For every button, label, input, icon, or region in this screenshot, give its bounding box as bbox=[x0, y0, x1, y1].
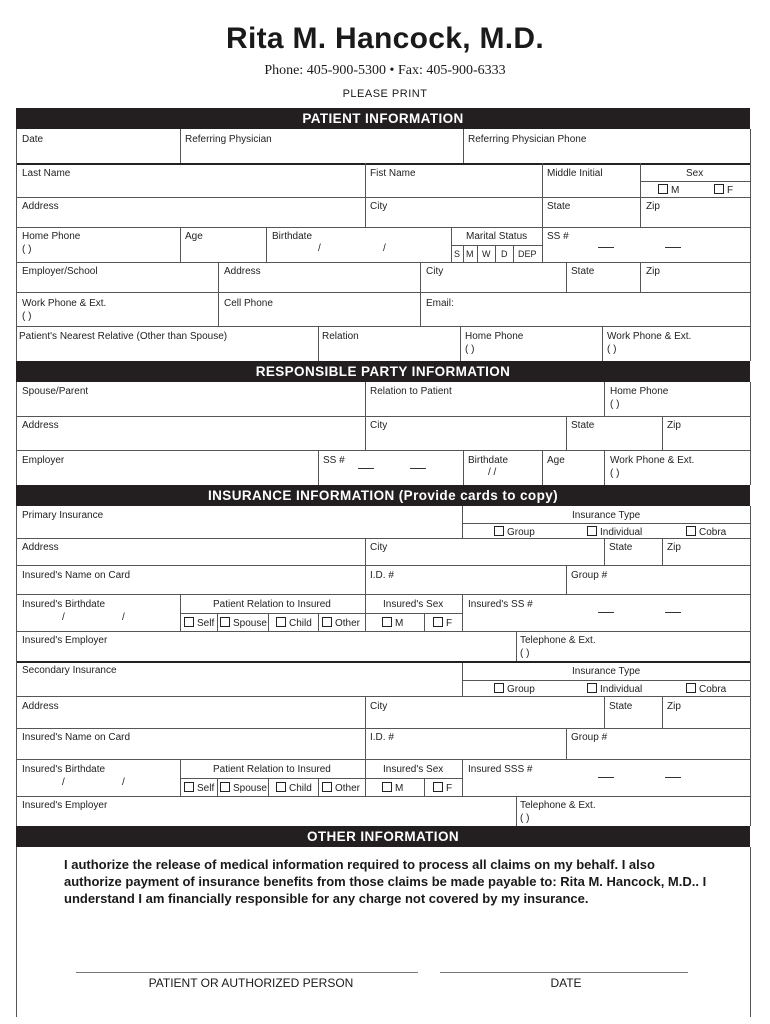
checkbox-icon bbox=[382, 617, 392, 627]
primary-insured-sex-f-checkbox[interactable]: F bbox=[433, 617, 452, 629]
responsible-birthdate-field[interactable]: Birthdate bbox=[468, 455, 509, 466]
sex-f-checkbox[interactable]: F bbox=[714, 184, 733, 196]
employer-zip-field[interactable]: Zip bbox=[646, 266, 660, 277]
employer-state-field[interactable]: State bbox=[571, 266, 595, 277]
secondary-patient-relation-label: Patient Relation to Insured bbox=[213, 764, 331, 775]
primary-insurance-field[interactable]: Primary Insurance bbox=[22, 510, 104, 521]
email-field[interactable]: Email: bbox=[426, 298, 454, 309]
checkbox-icon bbox=[382, 782, 392, 792]
state-field[interactable]: State bbox=[547, 201, 571, 212]
primary-id-field[interactable]: I.D. # bbox=[370, 570, 394, 581]
referring-physician-field[interactable]: Referring Physician bbox=[185, 134, 272, 145]
primary-relation-other-checkbox[interactable]: Other bbox=[322, 617, 360, 629]
date-signature-line[interactable] bbox=[440, 972, 688, 973]
responsible-work-phone-paren: ( ) bbox=[610, 468, 620, 479]
middle-initial-field[interactable]: Middle Initial bbox=[547, 168, 603, 179]
employer-address-field[interactable]: Address bbox=[224, 266, 261, 277]
secondary-type-cobra-checkbox[interactable]: Cobra bbox=[686, 683, 726, 695]
marital-status-label: Marital Status bbox=[466, 231, 528, 242]
secondary-group-number-field[interactable]: Group # bbox=[571, 732, 608, 743]
relative-home-phone-field[interactable]: Home Phone bbox=[465, 331, 524, 342]
relative-work-phone-field[interactable]: Work Phone & Ext. bbox=[607, 331, 692, 342]
primary-address-field[interactable]: Address bbox=[22, 542, 59, 553]
birthdate-slash: / bbox=[318, 243, 321, 254]
section-patient-information: PATIENT INFORMATION bbox=[16, 108, 750, 129]
primary-insured-ss-field[interactable]: Insured's SS # bbox=[468, 599, 533, 610]
checkbox-icon bbox=[686, 526, 696, 536]
relative-home-phone-paren: ( ) bbox=[465, 344, 475, 355]
ss-field[interactable]: SS # bbox=[547, 231, 569, 242]
secondary-relation-spouse-checkbox[interactable]: Spouse bbox=[220, 782, 267, 794]
secondary-name-on-card-field[interactable]: Insured's Name on Card bbox=[22, 732, 131, 743]
birthdate-slash: / bbox=[62, 612, 65, 623]
checkbox-icon bbox=[587, 683, 597, 693]
contact-phone-fax: Phone: 405-900-5300 • Fax: 405-900-6333 bbox=[264, 63, 506, 78]
responsible-zip-field[interactable]: Zip bbox=[667, 420, 681, 431]
responsible-work-phone-field[interactable]: Work Phone & Ext. bbox=[610, 455, 695, 466]
marital-d-option[interactable]: D bbox=[501, 249, 508, 259]
primary-telephone-field[interactable]: Telephone & Ext. bbox=[520, 635, 596, 646]
primary-patient-relation-label: Patient Relation to Insured bbox=[213, 599, 331, 610]
primary-name-on-card-field[interactable]: Insured's Name on Card bbox=[22, 570, 131, 581]
employer-city-field[interactable]: City bbox=[426, 266, 444, 277]
secondary-insured-sex-f-checkbox[interactable]: F bbox=[433, 782, 452, 794]
relative-work-phone-paren: ( ) bbox=[607, 344, 617, 355]
secondary-zip-field[interactable]: Zip bbox=[667, 701, 681, 712]
secondary-insured-ss-field[interactable]: Insured SSS # bbox=[468, 764, 533, 775]
primary-city-field[interactable]: City bbox=[370, 542, 388, 553]
checkbox-icon bbox=[276, 782, 286, 792]
sex-m-checkbox[interactable]: M bbox=[658, 184, 679, 196]
responsible-address-field[interactable]: Address bbox=[22, 420, 59, 431]
relation-to-patient-field[interactable]: Relation to Patient bbox=[370, 386, 452, 397]
date-signature-label: DATE bbox=[550, 976, 582, 990]
responsible-home-phone-paren: ( ) bbox=[610, 399, 620, 410]
checkbox-icon bbox=[433, 782, 443, 792]
secondary-address-field[interactable]: Address bbox=[22, 701, 59, 712]
spouse-parent-field[interactable]: Spouse/Parent bbox=[22, 386, 89, 397]
responsible-birthdate-slashes: / / bbox=[488, 467, 497, 478]
primary-type-cobra-checkbox[interactable]: Cobra bbox=[686, 526, 726, 538]
birthdate-slash: / bbox=[62, 777, 65, 788]
primary-zip-field[interactable]: Zip bbox=[667, 542, 681, 553]
city-field[interactable]: City bbox=[370, 201, 388, 212]
patient-signature-label: PATIENT OR AUTHORIZED PERSON bbox=[148, 976, 354, 990]
address-field[interactable]: Address bbox=[22, 201, 59, 212]
section-insurance-information: INSURANCE INFORMATION (Provide cards to copy) bbox=[16, 485, 750, 506]
checkbox-icon bbox=[433, 617, 443, 627]
responsible-age-field[interactable]: Age bbox=[547, 455, 565, 466]
marital-dep-option[interactable]: DEP bbox=[518, 249, 537, 259]
nearest-relative-field[interactable]: Patient's Nearest Relative (Other than Spouse) bbox=[19, 331, 228, 342]
primary-group-number-field[interactable]: Group # bbox=[571, 570, 608, 581]
primary-relation-self-checkbox[interactable]: Self bbox=[184, 617, 214, 629]
primary-state-field[interactable]: State bbox=[609, 542, 633, 553]
secondary-type-group-checkbox[interactable]: Group bbox=[494, 683, 535, 695]
secondary-insurance-field[interactable]: Secondary Insurance bbox=[22, 665, 117, 676]
primary-insured-employer-field[interactable]: Insured's Employer bbox=[22, 635, 108, 646]
secondary-type-individual-checkbox[interactable]: Individual bbox=[587, 683, 642, 695]
date-field[interactable]: Date bbox=[22, 134, 44, 145]
birthdate-slash: / bbox=[122, 612, 125, 623]
primary-type-individual-checkbox[interactable]: Individual bbox=[587, 526, 642, 538]
secondary-relation-self-checkbox[interactable]: Self bbox=[184, 782, 214, 794]
marital-w-option[interactable]: W bbox=[482, 249, 491, 259]
work-phone-field[interactable]: Work Phone & Ext. bbox=[22, 298, 107, 309]
checkbox-icon bbox=[220, 782, 230, 792]
checkbox-icon bbox=[322, 617, 332, 627]
checkbox-icon bbox=[494, 526, 504, 536]
marital-m-option[interactable]: M bbox=[466, 249, 474, 259]
checkbox-icon bbox=[184, 782, 194, 792]
responsible-home-phone-field[interactable]: Home Phone bbox=[610, 386, 669, 397]
please-print-note: PLEASE PRINT bbox=[342, 88, 428, 100]
section-other-information: OTHER INFORMATION bbox=[16, 826, 750, 847]
patient-signature-line[interactable] bbox=[76, 972, 418, 973]
doctor-name: Rita M. Hancock, M.D. bbox=[225, 22, 545, 55]
referring-physician-phone-field[interactable]: Referring Physician Phone bbox=[468, 134, 587, 145]
primary-insured-sex-label: Insured's Sex bbox=[383, 599, 444, 610]
checkbox-icon bbox=[686, 683, 696, 693]
checkbox-icon bbox=[276, 617, 286, 627]
secondary-insured-sex-m-checkbox[interactable]: M bbox=[382, 782, 403, 794]
secondary-state-field[interactable]: State bbox=[609, 701, 633, 712]
primary-type-group-checkbox[interactable]: Group bbox=[494, 526, 535, 538]
primary-telephone-paren: ( ) bbox=[520, 648, 530, 659]
checkbox-icon bbox=[494, 683, 504, 693]
birthdate-slash: / bbox=[383, 243, 386, 254]
responsible-employer-field[interactable]: Employer bbox=[22, 455, 65, 466]
secondary-telephone-field[interactable]: Telephone & Ext. bbox=[520, 800, 596, 811]
secondary-relation-other-checkbox[interactable]: Other bbox=[322, 782, 360, 794]
checkbox-icon bbox=[184, 617, 194, 627]
secondary-insured-sex-label: Insured's Sex bbox=[383, 764, 444, 775]
work-phone-paren: ( ) bbox=[22, 311, 32, 322]
responsible-state-field[interactable]: State bbox=[571, 420, 595, 431]
secondary-id-field[interactable]: I.D. # bbox=[370, 732, 394, 743]
secondary-insured-birthdate-field[interactable]: Insured's Birthdate bbox=[22, 764, 106, 775]
secondary-insured-employer-field[interactable]: Insured's Employer bbox=[22, 800, 108, 811]
secondary-telephone-paren: ( ) bbox=[520, 813, 530, 824]
responsible-ss-field[interactable]: SS # bbox=[323, 455, 345, 466]
home-phone-paren: ( ) bbox=[22, 244, 32, 255]
checkbox-icon bbox=[714, 184, 724, 194]
primary-relation-child-checkbox[interactable]: Child bbox=[276, 617, 312, 629]
primary-insurance-type-label: Insurance Type bbox=[572, 510, 641, 521]
checkbox-icon bbox=[220, 617, 230, 627]
employer-school-field[interactable]: Employer/School bbox=[22, 266, 98, 277]
first-name-field[interactable]: Fist Name bbox=[370, 168, 416, 179]
cell-phone-field[interactable]: Cell Phone bbox=[224, 298, 273, 309]
secondary-city-field[interactable]: City bbox=[370, 701, 388, 712]
age-field[interactable]: Age bbox=[185, 231, 203, 242]
responsible-city-field[interactable]: City bbox=[370, 420, 388, 431]
authorization-statement: I authorize the release of medical information required to process all claims on my behalf. I also authorize payment of insurance benefits from those claims be made payable to: Rita M. Hancock, M.D.. I understand I am financially responsible for any charge not covered by my insurance. bbox=[64, 857, 707, 906]
home-phone-field[interactable]: Home Phone bbox=[22, 231, 81, 242]
birthdate-slash: / bbox=[122, 777, 125, 788]
relative-relation-field[interactable]: Relation bbox=[322, 331, 359, 342]
checkbox-icon bbox=[322, 782, 332, 792]
primary-insured-sex-m-checkbox[interactable]: M bbox=[382, 617, 403, 629]
marital-s-option[interactable]: S bbox=[454, 249, 461, 259]
primary-insured-birthdate-field[interactable]: Insured's Birthdate bbox=[22, 599, 106, 610]
birthdate-field[interactable]: Birthdate bbox=[272, 231, 313, 242]
section-responsible-party: RESPONSIBLE PARTY INFORMATION bbox=[16, 361, 750, 382]
last-name-field[interactable]: Last Name bbox=[22, 168, 71, 179]
primary-relation-spouse-checkbox[interactable]: Spouse bbox=[220, 617, 267, 629]
secondary-insurance-type-label: Insurance Type bbox=[572, 666, 641, 677]
zip-field[interactable]: Zip bbox=[646, 201, 660, 212]
checkbox-icon bbox=[658, 184, 668, 194]
checkbox-icon bbox=[587, 526, 597, 536]
sex-label: Sex bbox=[686, 168, 704, 179]
secondary-relation-child-checkbox[interactable]: Child bbox=[276, 782, 312, 794]
